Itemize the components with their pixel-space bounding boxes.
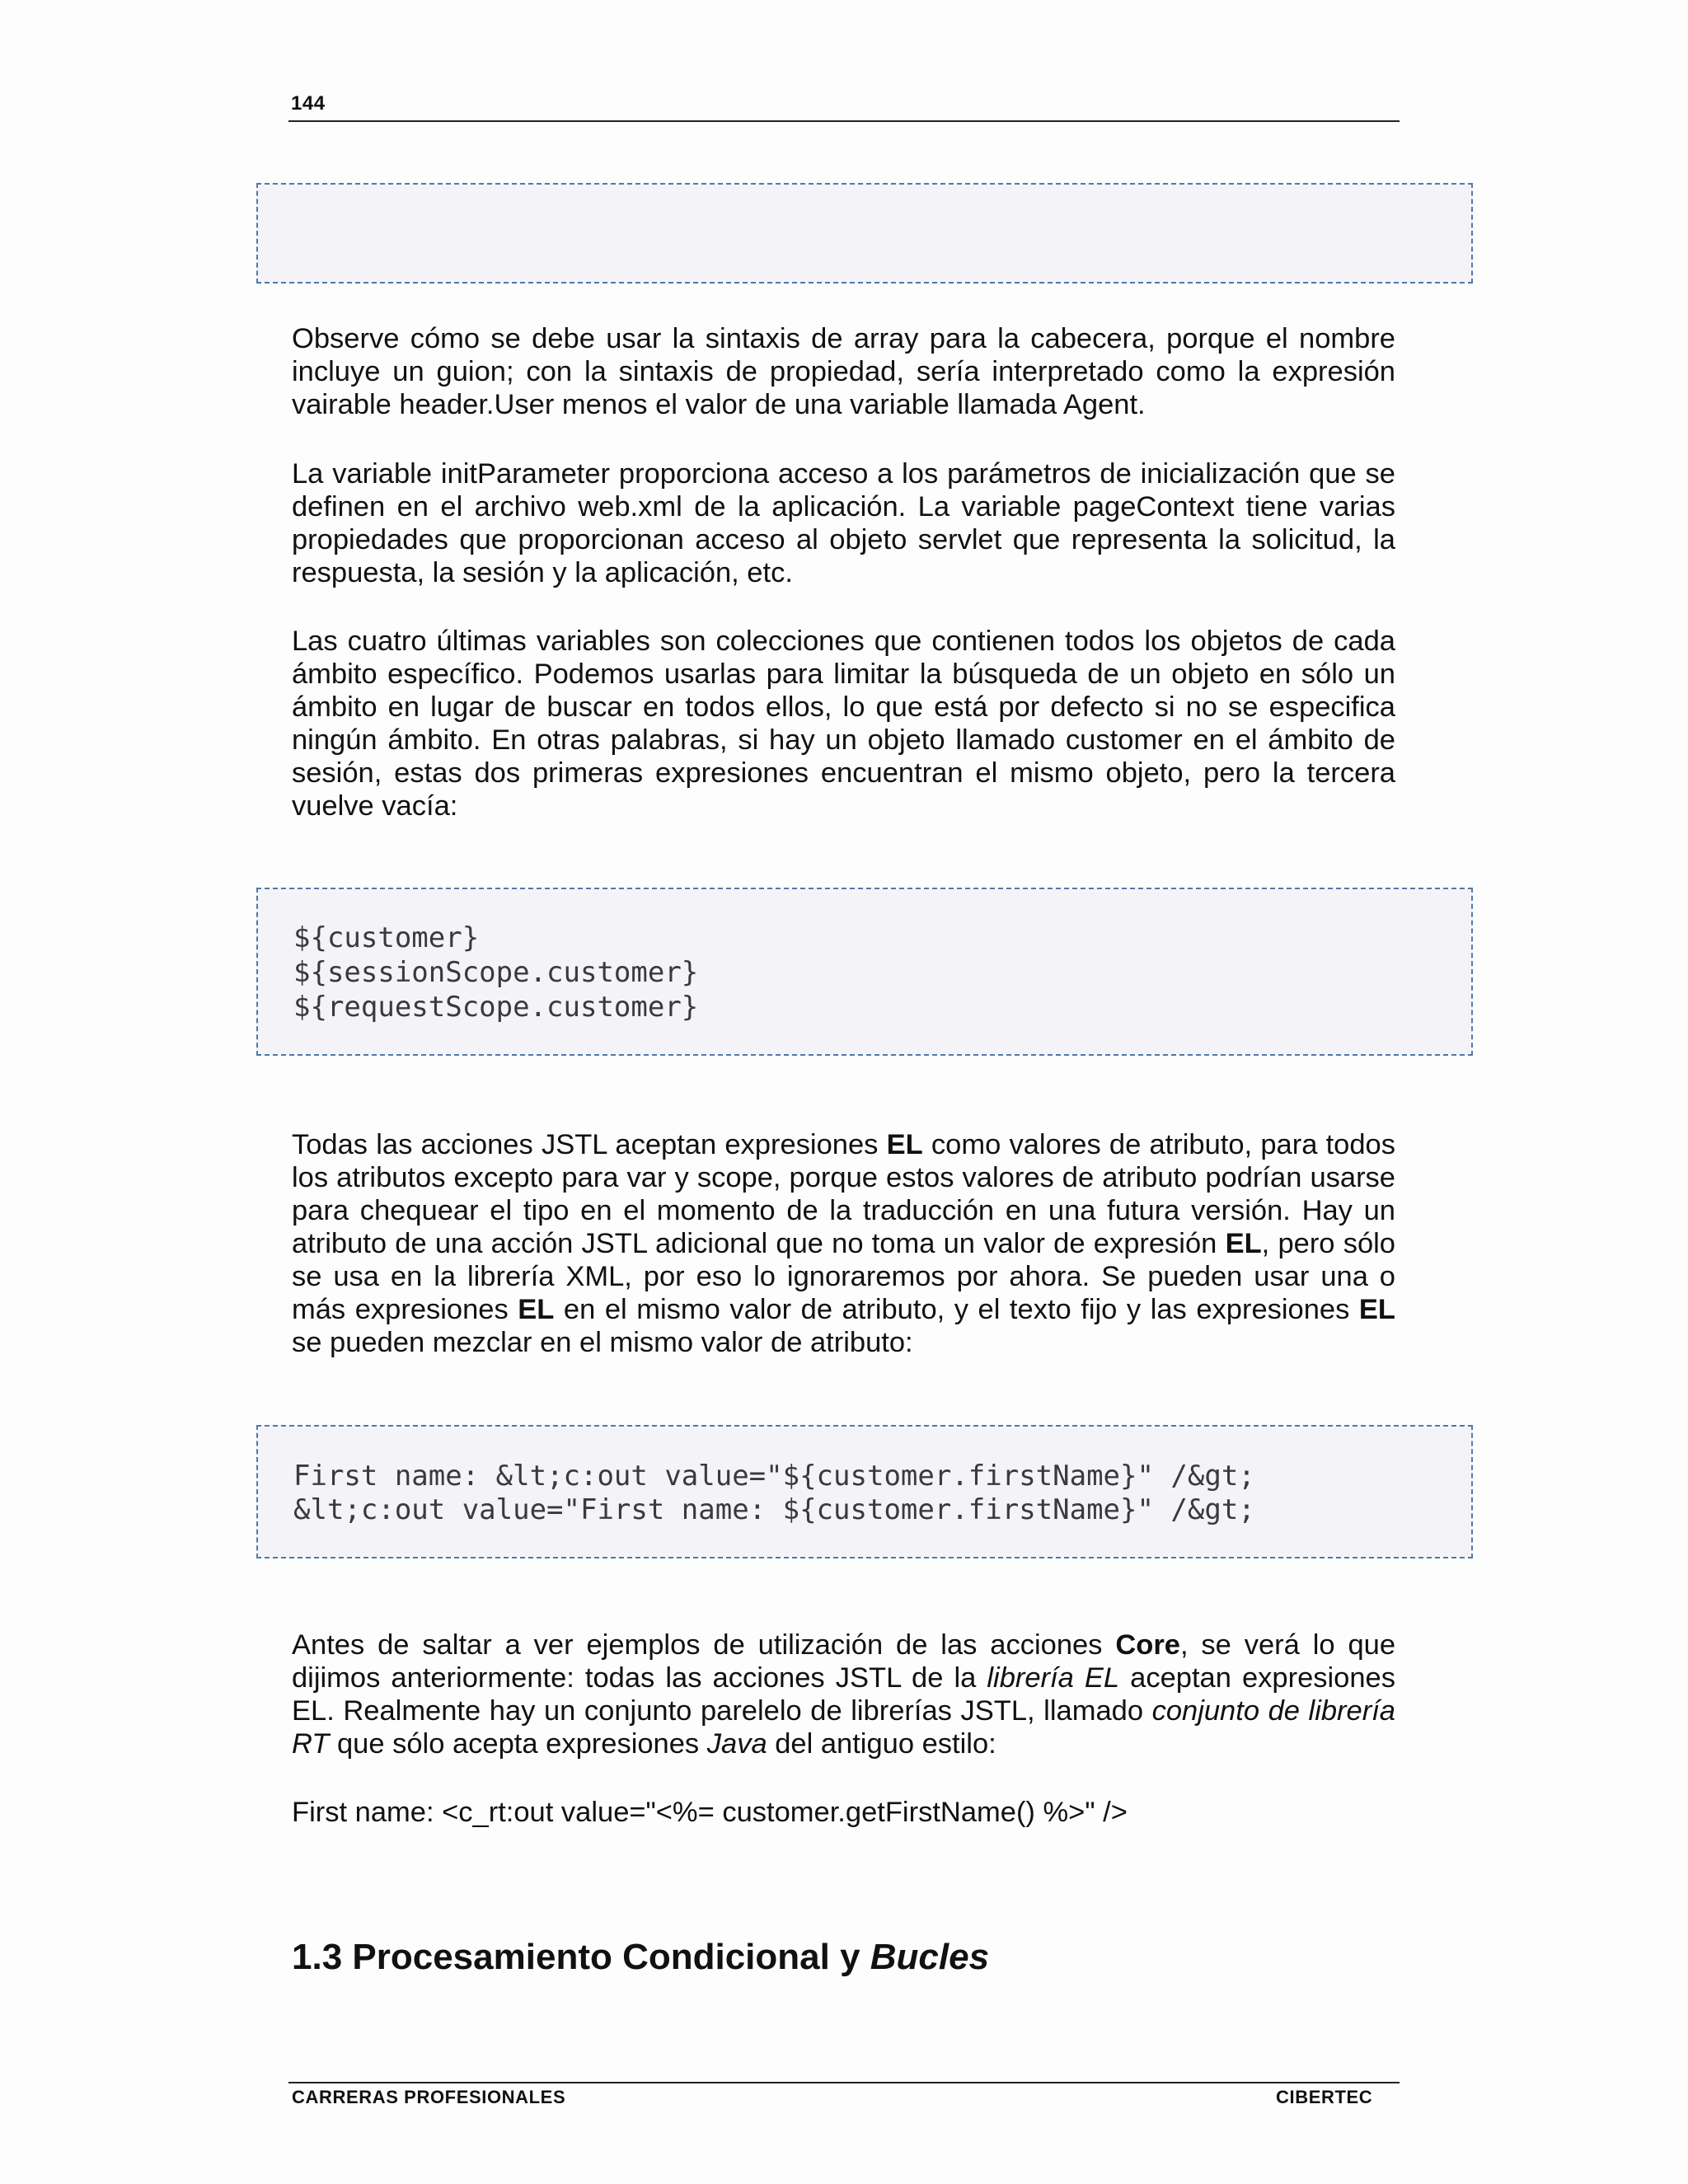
code-line: ${sessionScope.customer} xyxy=(293,956,699,989)
text-run: aceptan expresiones EL. Realmente hay un conjunto parelelo de librerías JSTL, llamado xyxy=(292,1662,1395,1727)
page-number: 144 xyxy=(291,92,326,115)
text-run: , se verá lo que dijimos anteriormente: todas las acciones JSTL de la xyxy=(292,1629,1396,1694)
text-run: que sólo acepta expresiones xyxy=(329,1728,707,1760)
text-run: del antiguo estilo: xyxy=(767,1728,996,1760)
text-run: como valores de atributo, para todos los atributos excepto para var y scope, porque estos valores de atributo podrían usarse para chequear el tipo en el momento de la traducción en una futura versión. Hay un atributo de una acción JSTL adicional que no toma un valor de expresión xyxy=(292,1129,1395,1259)
heading-text: 1.3 Procesamiento Condicional y xyxy=(292,1937,870,1977)
bold-term: Core xyxy=(1115,1629,1180,1661)
footer-right: CIBERTEC xyxy=(1276,2087,1373,2107)
code-line: ${requestScope.customer} xyxy=(293,991,699,1024)
text-run: en el mismo valor de atributo, y el texto fijo y las expresiones xyxy=(554,1294,1359,1325)
footer-left: CARRERAS PROFESIONALES xyxy=(292,2087,566,2107)
text-run: se pueden mezclar en el mismo valor de atributo: xyxy=(292,1327,913,1358)
code-box-empty xyxy=(256,183,1473,284)
footer-rule xyxy=(288,2082,1400,2083)
code-line: &lt;c:out value="First name: ${customer.firstName}" /&gt; xyxy=(293,1493,1255,1526)
bold-term: EL xyxy=(1358,1294,1395,1325)
text-run: Antes de saltar a ver ejemplos de utilización de las acciones xyxy=(292,1629,1116,1661)
paragraph-init-parameter: La variable initParameter proporciona acceso a los parámetros de inicialización que se definen en el archivo web.xml de la aplicación. La variable pageContext tiene varias propiedades que proporcionan acceso al objeto servlet que representa la solicitud, la respuesta, la sesión y la aplicación, etc. xyxy=(292,458,1395,588)
paragraph-array-syntax: Observe cómo se debe usar la sintaxis de array para la cabecera, porque el nombre incluye un guion; con la sintaxis de propiedad, sería interpretado como la expresión vairable header.User menos el valor de una variable llamada Agent. xyxy=(292,323,1395,420)
text-run: Todas las acciones JSTL aceptan expresiones xyxy=(292,1129,887,1160)
italic-term: Java xyxy=(706,1728,767,1760)
text-run: , pero sólo se usa en la librería XML, por eso lo ignoraremos por ahora. Se pueden usar una o más expresiones xyxy=(292,1228,1395,1325)
code-box-scope xyxy=(256,888,1473,1056)
header-rule xyxy=(288,120,1400,122)
paragraph-core-actions xyxy=(292,1629,1395,1760)
code-line: ${customer} xyxy=(293,921,480,954)
bold-term: EL xyxy=(1225,1228,1262,1259)
paragraph-scope-collections: Las cuatro últimas variables son colecciones que contienen todos los objetos de cada ámbito específico. Podemos usarlas para limitar la búsqueda de un objeto en sólo un ámbito en lugar de buscar en todos ellos, lo que está por defecto si no se especifica ningún ámbito. En otras palabras, si hay un objeto llamado customer en el ámbito de sesión, estas dos primeras expresiones encuentran el mismo objeto, pero la tercera vuelve vacía: xyxy=(292,626,1395,822)
section-heading xyxy=(292,1937,989,1978)
italic-term: conjunto de librería RT xyxy=(292,1695,1395,1760)
heading-italic: Bucles xyxy=(870,1937,990,1977)
bold-term: EL xyxy=(886,1129,923,1160)
code-line: First name: &lt;c:out value="${customer.firstName}" /&gt; xyxy=(293,1460,1255,1493)
code-box-out xyxy=(256,1425,1473,1558)
bold-term: EL xyxy=(518,1294,555,1325)
paragraph-jstl-el xyxy=(292,1128,1395,1359)
italic-term: librería EL xyxy=(987,1662,1120,1694)
paragraph-rt-example: First name: <c_rt:out value="<%= customer.getFirstName() %>" /> xyxy=(292,1797,1128,1828)
